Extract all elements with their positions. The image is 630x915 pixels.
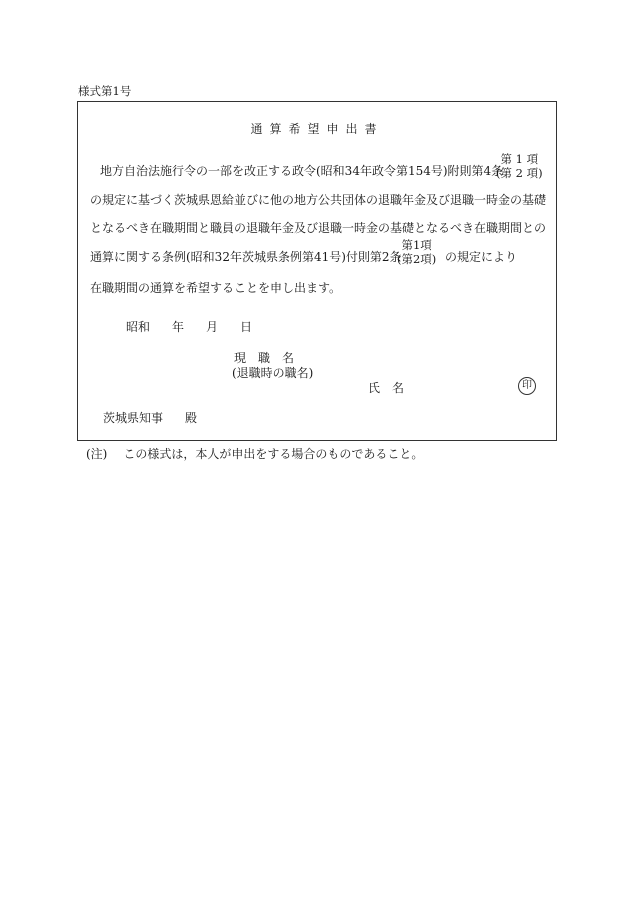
body-line-4-tail: の規定により xyxy=(445,250,518,264)
date-line xyxy=(126,318,252,335)
addressee xyxy=(103,409,197,426)
current-position-label: 現 職 名 xyxy=(234,351,295,365)
seal-mark-icon: 印 xyxy=(518,377,536,395)
date-day: 日 xyxy=(240,320,253,334)
body-line-5: 在職期間の通算を希望することを申し出ます。 xyxy=(90,281,342,295)
body-line-4: 通算に関する条例(昭和32年茨城県条例第41号)付則第2条 xyxy=(90,250,402,264)
addressee-honorific: 殿 xyxy=(185,411,198,425)
footnote-text: この様式は，本人が申出をする場合のものであること。 xyxy=(123,447,424,461)
date-year: 年 xyxy=(172,320,185,334)
body-line-1: 地方自治法施行令の一部を改正する政令(昭和34年政令第154号)附則第4条 xyxy=(100,164,504,178)
form-title: 通算希望申出書 xyxy=(250,122,384,136)
paragraph-option-2-1: 第1項 xyxy=(401,238,432,252)
name-label: 氏 名 xyxy=(368,381,405,395)
paragraph-option-1: 第 1 項 xyxy=(500,152,539,166)
body-line-3: となるべき在職期間と職員の退職年金及び退職一時金の基礎となるべき在職期間との xyxy=(90,221,547,235)
paragraph-option-stack-2 xyxy=(397,238,436,266)
former-position-label: (退職時の職名) xyxy=(232,366,314,380)
application-form xyxy=(77,101,557,441)
paragraph-option-stack xyxy=(496,152,543,180)
body-line-2: の規定に基づく茨城県恩給並びに他の地方公共団体の退職年金及び退職一時金の基礎 xyxy=(90,193,547,207)
addressee-name: 茨城県知事 xyxy=(103,411,164,425)
form-number: 様式第1号 xyxy=(78,84,132,98)
paragraph-option-2-2: (第2項) xyxy=(397,252,437,266)
footnote xyxy=(86,445,423,462)
date-month: 月 xyxy=(206,320,219,334)
date-era: 昭和 xyxy=(126,320,151,334)
paragraph-option-2: (第 2 項) xyxy=(496,166,543,180)
footnote-label: (注) xyxy=(86,447,108,461)
